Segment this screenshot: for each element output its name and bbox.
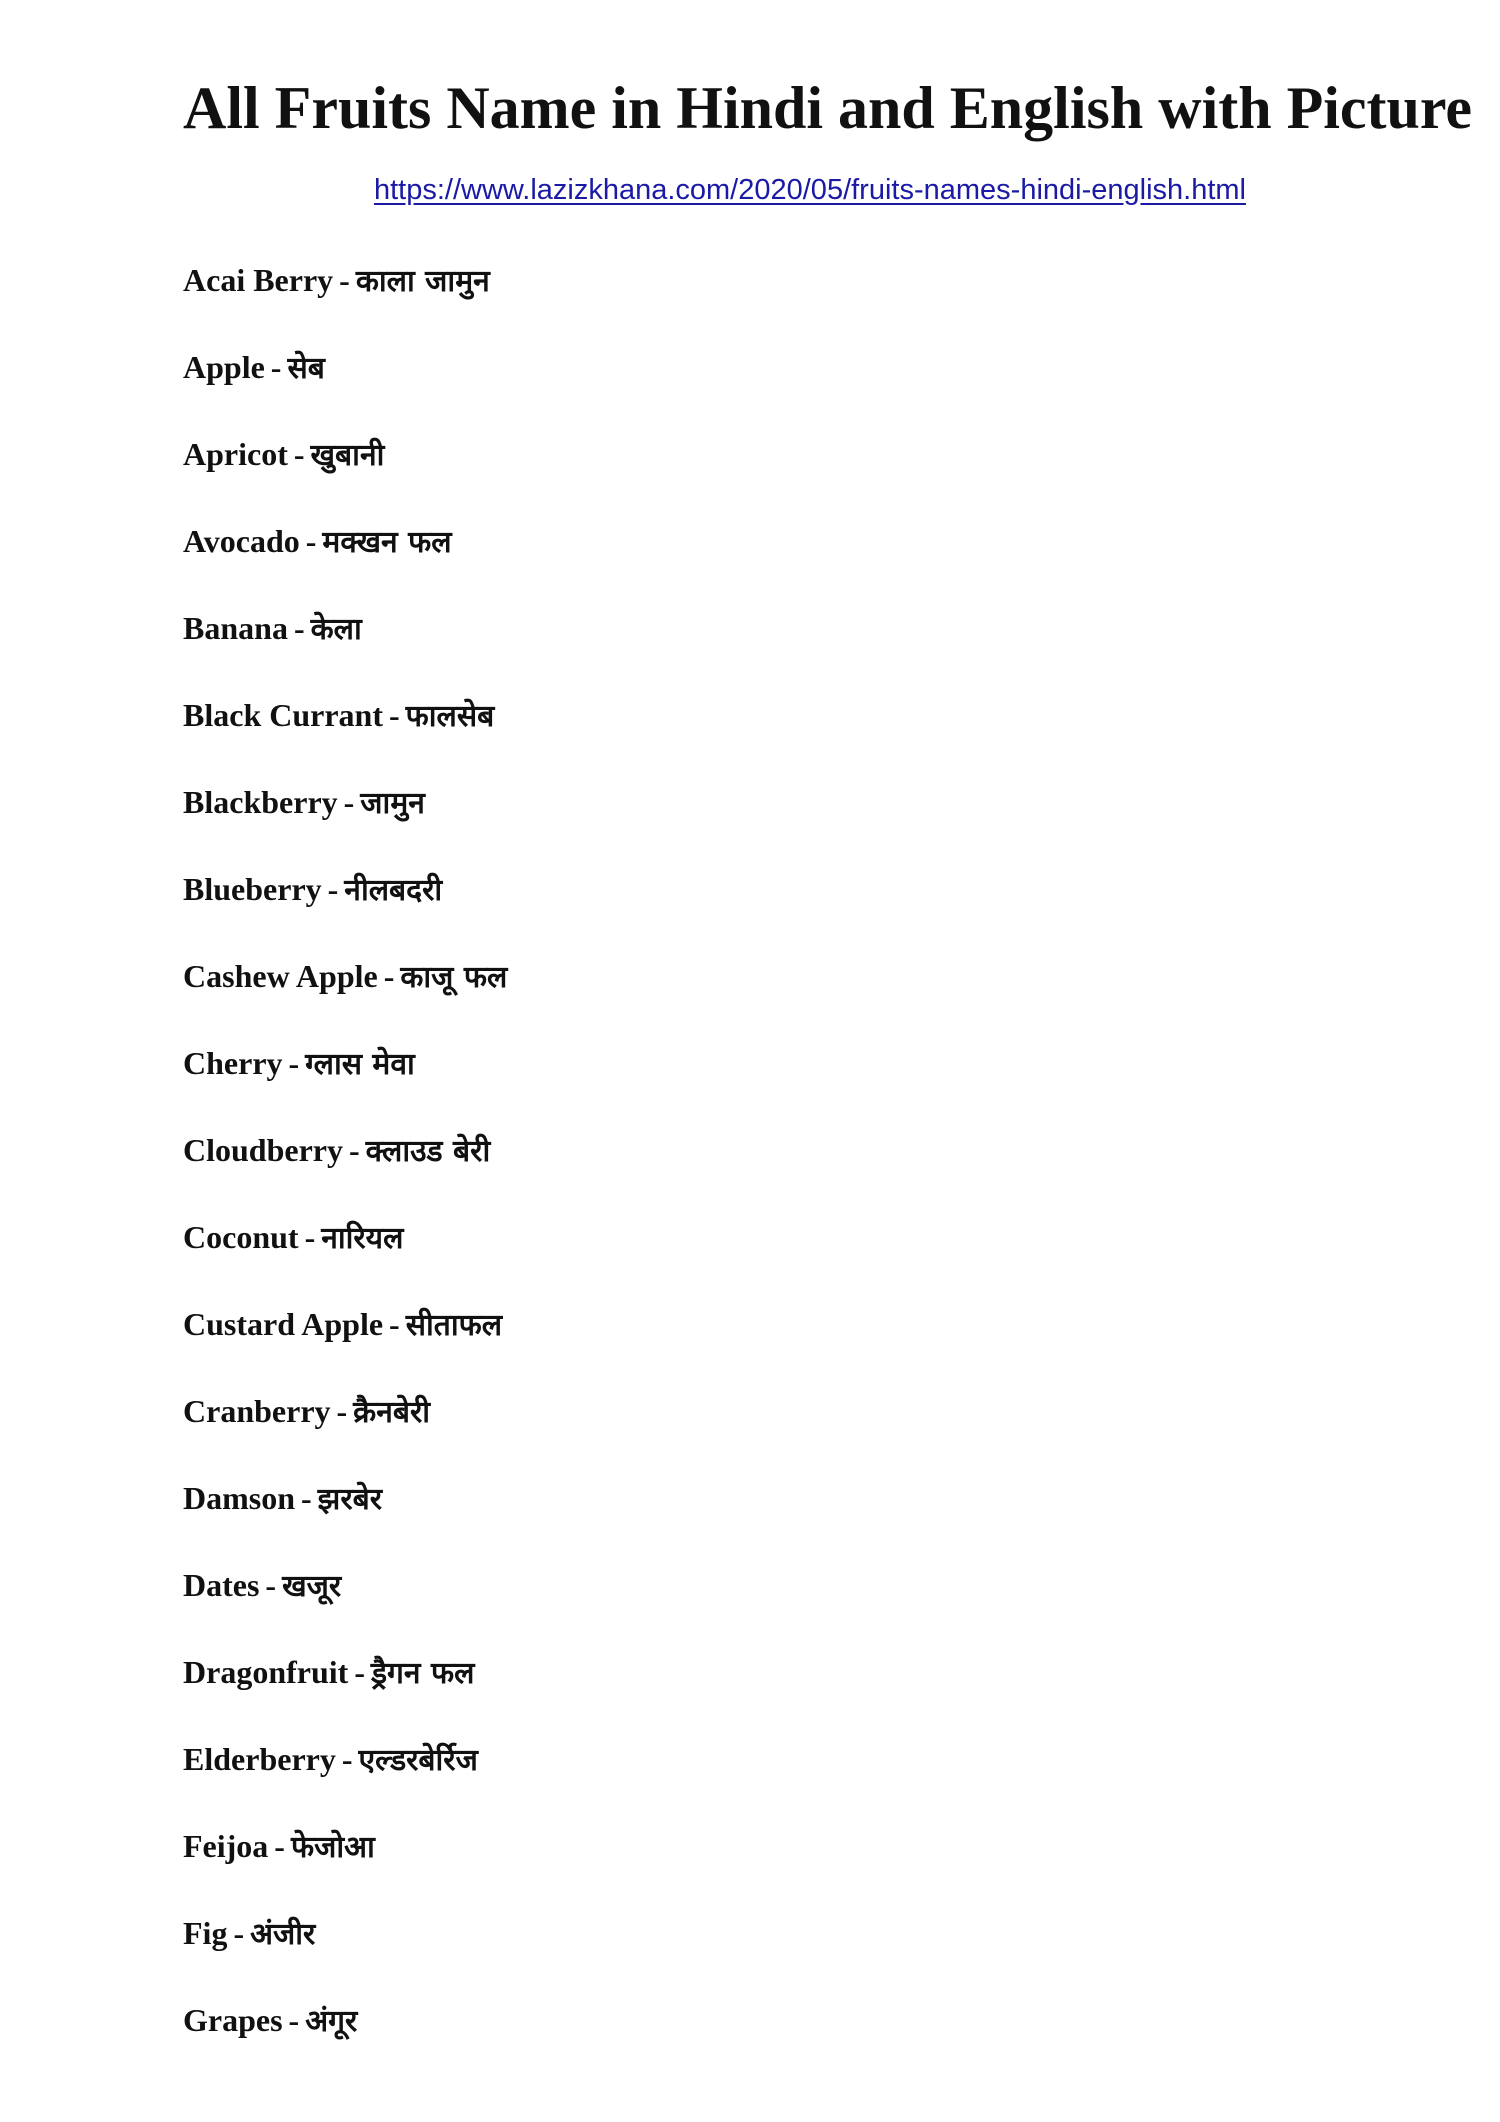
list-item (183, 1215, 1383, 1302)
separator: - (305, 523, 317, 559)
fruit-list (183, 258, 1383, 2085)
list-item (183, 1302, 1383, 1389)
list-item (183, 1650, 1383, 1737)
list-item (183, 345, 1383, 432)
fruit-hindi-name: एल्डरबेर्रिज (358, 1743, 478, 1778)
separator: - (274, 1828, 285, 1864)
fruit-hindi-name: काजू फल (400, 960, 508, 995)
separator: - (354, 1654, 365, 1690)
separator: - (270, 349, 282, 385)
fruit-hindi-name: अंगूर (305, 2004, 358, 2039)
fruit-english-name: Elderberry (183, 1741, 336, 1777)
list-item (183, 693, 1383, 780)
separator: - (233, 1915, 245, 1951)
fruit-english-name: Grapes (183, 2002, 283, 2038)
list-item (183, 1737, 1383, 1824)
list-item (183, 258, 1383, 345)
fruit-english-name: Cherry (183, 1045, 283, 1081)
list-item (183, 606, 1383, 693)
fruit-english-name: Blueberry (183, 871, 322, 907)
list-item (183, 1563, 1383, 1650)
list-item (183, 1911, 1383, 1998)
list-item (183, 867, 1383, 954)
separator: - (327, 871, 339, 907)
fruit-hindi-name: नारियल (321, 1221, 404, 1256)
fruit-english-name: Blackberry (183, 784, 338, 820)
fruit-hindi-name: क्लाउड बेरी (365, 1134, 491, 1169)
fruit-english-name: Black Currant (183, 697, 383, 733)
separator: - (304, 1219, 316, 1255)
separator: - (301, 1480, 312, 1516)
list-item (183, 519, 1383, 606)
list-item (183, 1041, 1383, 1128)
fruit-english-name: Dragonfruit (183, 1654, 349, 1690)
fruit-english-name: Feijoa (183, 1828, 269, 1864)
fruit-hindi-name: फालसेब (405, 699, 495, 734)
separator: - (389, 697, 400, 733)
fruit-hindi-name: केला (310, 612, 362, 647)
fruit-english-name: Dates (183, 1567, 260, 1603)
separator: - (343, 784, 355, 820)
fruit-english-name: Cashew Apple (183, 958, 378, 994)
page-title: All Fruits Name in Hindi and English with Picture (183, 75, 1473, 141)
separator: - (339, 262, 350, 298)
separator: - (293, 436, 305, 472)
separator: - (293, 610, 305, 646)
separator: - (383, 958, 395, 994)
fruit-english-name: Fig (183, 1915, 228, 1951)
list-item (183, 1824, 1383, 1911)
fruit-english-name: Coconut (183, 1219, 299, 1255)
fruit-english-name: Apricot (183, 436, 288, 472)
fruit-english-name: Custard Apple (183, 1306, 384, 1342)
fruit-hindi-name: खजूर (282, 1569, 342, 1604)
fruit-english-name: Apple (183, 349, 265, 385)
list-item (183, 780, 1383, 867)
fruit-english-name: Cranberry (183, 1393, 331, 1429)
fruit-hindi-name: क्रैनबेरी (353, 1395, 431, 1430)
fruit-hindi-name: नीलबदरी (344, 873, 443, 908)
fruit-hindi-name: खुबानी (310, 438, 385, 473)
fruit-english-name: Avocado (183, 523, 300, 559)
fruit-english-name: Damson (183, 1480, 296, 1516)
list-item (183, 432, 1383, 519)
fruit-hindi-name: सीताफल (405, 1308, 503, 1343)
fruit-english-name: Acai Berry (183, 262, 334, 298)
list-item (183, 954, 1383, 1041)
fruit-english-name: Cloudberry (183, 1132, 343, 1168)
source-link[interactable]: https://www.lazizkhana.com/2020/05/fruits-names-hindi-english.html (373, 174, 1246, 206)
separator: - (336, 1393, 348, 1429)
list-item (183, 1128, 1383, 1215)
separator: - (265, 1567, 277, 1603)
fruit-hindi-name: फेजोआ (290, 1830, 375, 1865)
fruit-english-name: Banana (183, 610, 288, 646)
list-item (183, 1389, 1383, 1476)
fruit-hindi-name: ड्रैगन फल (370, 1656, 475, 1691)
separator: - (288, 2002, 300, 2038)
separator: - (389, 1306, 400, 1342)
list-item (183, 1476, 1383, 1563)
fruit-hindi-name: जामुन (360, 786, 425, 821)
separator: - (341, 1741, 353, 1777)
separator: - (288, 1045, 300, 1081)
list-item (183, 1998, 1383, 2085)
fruit-hindi-name: ग्लास मेवा (305, 1047, 415, 1082)
fruit-hindi-name: झरबेर (317, 1482, 383, 1517)
fruit-hindi-name: मक्खन फल (322, 525, 452, 560)
fruit-hindi-name: सेब (287, 351, 325, 386)
fruit-hindi-name: काला जामुन (355, 264, 490, 299)
separator: - (349, 1132, 360, 1168)
fruit-hindi-name: अंजीर (250, 1917, 316, 1952)
